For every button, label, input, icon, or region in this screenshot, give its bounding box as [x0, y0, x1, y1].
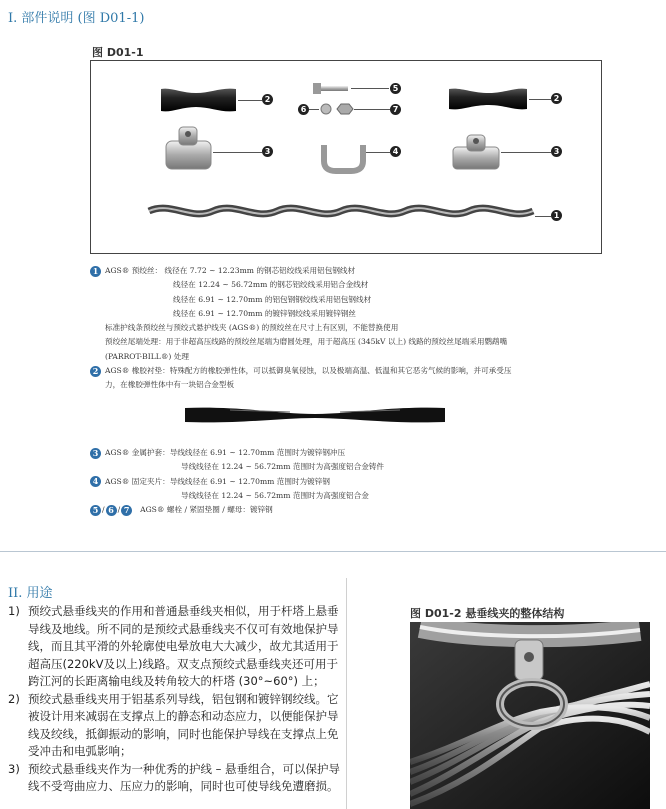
- parts-figure: [90, 60, 602, 254]
- metal-housing-right: [453, 135, 499, 169]
- desc-567-text: AGS® 螺栓 / 紧固垫圈 / 螺母：镀锌钢: [140, 505, 273, 515]
- bullet-1: 1: [90, 266, 101, 277]
- component-descriptions-2: [90, 446, 384, 517]
- usage-2-line: 预绞式悬垂线夹用于铝基系列导线，铝包钢和镀锌钢绞线。它: [28, 691, 339, 706]
- figure-label-d01-1: 图 D01-1: [92, 46, 144, 59]
- usage-2-line: 受冲击和电弧影响；: [28, 744, 132, 758]
- callout-3-left: 3: [262, 146, 273, 157]
- bullet-4: 4: [90, 476, 101, 487]
- desc-1-line-1: AGS® 预绞丝： 线径在 7.72 ~ 12.23mm 的钢芯铝绞线采用铝包钢线材: [105, 266, 356, 275]
- usage-2-line: 被设计用来减弱在支撑点上的静态和动态应力，以便能保护导: [28, 709, 339, 723]
- figure-label-d01-2: 图 D01-2 悬垂线夹的整体结构: [410, 607, 565, 620]
- suspension-clamp-photo: [410, 622, 650, 809]
- usage-1-line: 线，而且其平滑的外轮廓使电晕放电大大减少，故尤其适用于: [28, 639, 339, 653]
- section-1-title: I. 部件说明 (图 D01-1): [8, 11, 145, 26]
- callout-1: 1: [551, 210, 562, 221]
- usage-2-line: 线及绞线，抵御振动的影响，同时也能保护导线在支撑点上免: [28, 726, 339, 741]
- fastening-strap: [324, 145, 363, 171]
- bullet-7: 7: [121, 505, 132, 516]
- desc-item-2: [90, 364, 511, 393]
- desc-4-line-2: 导线线径在 12.24 ~ 56.72mm 范围时为高强度铝合金: [181, 490, 369, 500]
- usage-1-line: 导线及地线。所不同的是预绞式悬垂线夹不仅可有效地保护导: [28, 621, 339, 636]
- section-2-title: II. 用途: [8, 586, 53, 601]
- desc-1-line-5: 标准护线条预绞丝与预绞式悬护线夹 (AGS®) 的预绞丝在尺寸上有区别，不能替换使用: [105, 323, 399, 333]
- desc-3-line-1: AGS® 金属护套：导线线径在 6.91 ~ 12.70mm 范围时为镀锌钢冲压: [105, 448, 346, 457]
- desc-3-line-2: 导线线径在 12.24 ~ 56.72mm 范围时为高强度铝合金铸件: [181, 462, 384, 472]
- usage-1-num: 1): [8, 604, 20, 618]
- desc-2-line-1: AGS® 橡胶衬垫：特殊配方的橡胶弹性体，可以抵御臭氧侵蚀，以及极端高温、低温和其它恶劣气候的影响，并可承受压: [105, 366, 512, 376]
- usage-3-num: 3): [8, 761, 20, 776]
- usage-3-line: 线不受弯曲应力、压应力的影响，同时也可使导线免遭磨损。: [28, 779, 339, 793]
- callout-3-right: 3: [551, 146, 562, 157]
- nut: [337, 104, 353, 114]
- usage-1-line: 跨江河的长距离输电线及转角较大的杆塔 (30°~60°) 上；: [28, 674, 325, 688]
- section-divider: [0, 551, 666, 552]
- callout-2-right: 2: [551, 93, 562, 104]
- usage-2-num: 2): [8, 691, 20, 706]
- column-divider: [346, 578, 347, 809]
- desc-item-1: [90, 264, 511, 364]
- rubber-insert-right: [449, 89, 527, 110]
- rubber-insert-illustration: [180, 400, 450, 430]
- desc-item-567: 5 / 6 / 7 AGS® 螺栓 / 紧固垫圈 / 螺母：镀锌钢: [90, 503, 384, 517]
- bullet-2: 2: [90, 366, 101, 377]
- usage-item-1: [8, 603, 343, 691]
- usage-3-line: 预绞式悬垂线夹作为一种优秀的护线 – 悬垂组合，可以保护导: [28, 761, 341, 776]
- usage-item-3: [8, 761, 343, 796]
- desc-4-line-1: AGS® 固定夹片：导线线径在 6.91 ~ 12.70mm 范围时为镀锌钢: [105, 476, 330, 486]
- parts-illustration: [91, 61, 601, 253]
- usage-list: [8, 603, 343, 796]
- callout-4: 4: [390, 146, 401, 157]
- desc-1-line-6: 预绞丝尾端处理：用于非超高压线路的预绞丝尾端为磨圆处理，用于超高压 (345kV 以上) 线路的预绞丝尾端采用鹦鹉嘴: [105, 337, 508, 347]
- desc-1-line-4: 线径在 6.91 ~ 12.70mm 的镀锌钢绞线采用镀锌钢丝: [173, 308, 356, 318]
- metal-housing-left: [166, 127, 211, 169]
- callout-6: 6: [298, 104, 309, 115]
- usage-1-line: 超高压(220kV及以上)线路。双支点预绞式悬垂线夹还可用于: [28, 656, 338, 671]
- suspension-clamp-image: [410, 622, 650, 809]
- bullet-3: 3: [90, 448, 101, 459]
- bolt: [318, 86, 348, 91]
- callout-5: 5: [390, 83, 401, 94]
- usage-1-line: 预绞式悬垂线夹的作用和普通悬垂线夹相似，用于杆塔上悬垂: [28, 604, 339, 618]
- component-descriptions: [90, 264, 511, 393]
- washer: [321, 104, 331, 114]
- usage-item-2: [8, 691, 343, 761]
- rubber-insert-left: [161, 89, 236, 112]
- callout-7: 7: [390, 104, 401, 115]
- desc-1-line-7: (PARROT-BILL®) 处理: [105, 351, 189, 361]
- desc-1-line-3: 线径在 6.91 ~ 12.70mm 的铝包钢钢绞线采用铝包钢线材: [173, 294, 372, 304]
- desc-2-line-2: 力，在橡胶弹性体中有一块铝合金型板: [105, 380, 235, 390]
- bullet-5: 5: [90, 505, 101, 516]
- desc-item-3: [90, 446, 384, 475]
- desc-1-line-2: 线径在 12.24 ~ 56.72mm 的钢芯铝绞线采用铝合金线材: [173, 280, 369, 290]
- desc-item-4: [90, 475, 384, 504]
- callout-2-left: 2: [262, 94, 273, 105]
- bullet-6: 6: [106, 505, 117, 516]
